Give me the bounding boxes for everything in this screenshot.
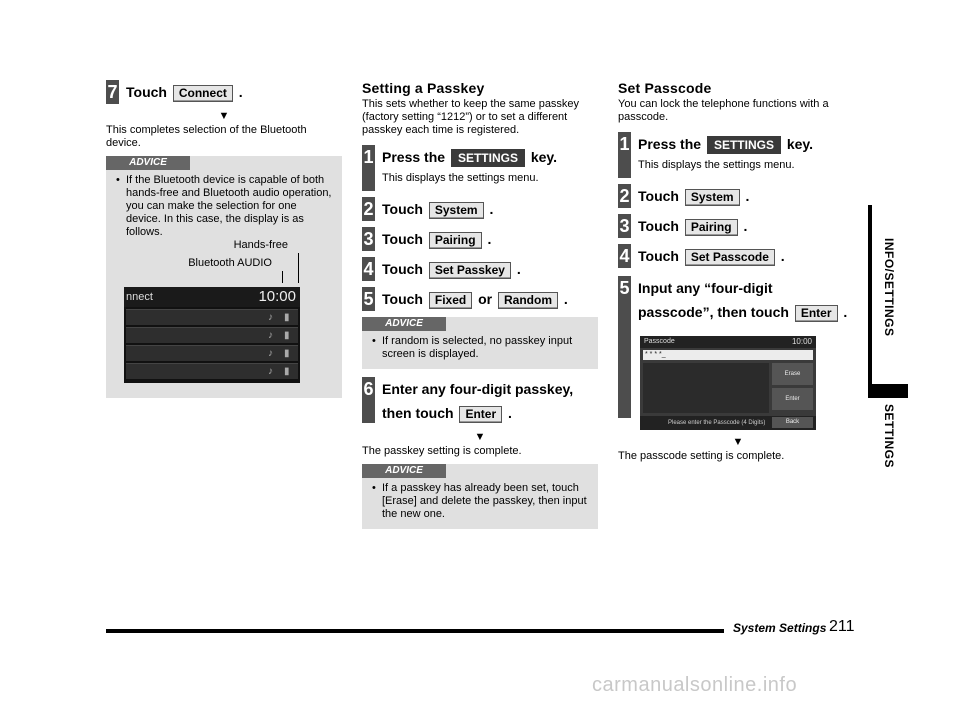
column-3 [618,80,858,463]
step-body [638,132,813,172]
side-tab-label: INFO/SETTINGS [882,238,896,337]
footer-rule [106,629,724,633]
advice-list [372,482,588,521]
step-post: . [843,304,848,320]
step-text-line2 [638,300,847,324]
screen-clock: 10:00 [791,337,812,346]
fixed-key: Fixed [429,292,472,309]
device-row [126,345,298,361]
footer-title: System Settings [733,621,827,635]
section-intro: This sets whether to keep the same passkey (factory setting “1212”) or to set a different passkey each time is registered. [362,98,580,136]
connect-key: Connect [173,85,233,102]
random-key: Random [498,292,558,309]
step-text [382,145,557,169]
step-post: . [563,291,568,307]
section-intro: You can lock the telephone functions with a passcode. [618,98,829,123]
advice-tag: ADVICE [362,317,446,331]
column-1 [106,80,342,398]
phone-icon: ▮ [284,366,290,377]
enter-button: Enter [772,388,813,410]
screen-prompt: Please enter the Passcode (4 Digits) [640,416,816,430]
result-text: The passcode setting is complete. [618,450,785,462]
step-pre: Touch [638,218,679,234]
step-body [638,276,847,324]
advice-list [372,335,588,361]
step-text [638,132,813,156]
step-post: . [238,84,243,100]
device-screen [124,287,300,383]
step-number: 7 [107,82,118,102]
side-tab-info-settings [868,208,908,386]
step-post: . [487,231,492,247]
step-text [638,184,749,208]
music-note-icon: ♪ [268,312,273,323]
advice-tag: ADVICE [362,464,446,478]
step-number: 2 [619,186,630,206]
step-3 [362,227,598,251]
back-button: Back [772,417,813,428]
advice-item: • If the Bluetooth device is capable of both hands-free and Bluetooth audio operation, you can make the selection for one device. In this case, the display is as follows. [116,174,332,239]
step-pre: Touch [382,201,423,217]
step-number: 3 [363,229,374,249]
step-post: . [745,188,750,204]
step-post: key. [786,136,814,152]
step-text [638,244,785,268]
screen-top-bar [640,336,816,348]
advice-list [116,174,332,239]
settings-key: SETTINGS [451,149,525,167]
phone-icon: ▮ [284,348,290,359]
step-text-line1: Input any “four-digit [638,280,773,296]
step-text-line2 [382,401,573,425]
step-4 [362,257,598,281]
page-number: 211 [829,618,855,635]
enter-key: Enter [459,406,502,423]
step-number: 5 [363,289,374,309]
step-3 [618,214,858,238]
step-text [382,287,568,311]
section-title: Set Passcode [618,80,712,96]
step-post: . [508,405,512,421]
screen-title: Passcode [644,338,675,345]
erase-button: Erase [772,363,813,385]
step-pre: Touch [382,231,423,247]
device-row [126,309,298,325]
music-note-icon: ♪ [268,330,273,341]
watermark: carmanualsonline.info [592,674,798,696]
step-pre: Touch [382,261,423,277]
step-mid: or [478,291,493,307]
set-passcode-key: Set Passcode [685,249,775,266]
advice-box [106,156,342,398]
step-number: 4 [619,246,630,266]
step-1 [618,132,858,178]
down-arrow-icon: ▼ [474,431,486,443]
system-key: System [429,202,484,219]
bluetooth-audio-label: Bluetooth AUDIO [188,257,272,269]
set-passkey-key: Set Passkey [429,262,511,279]
step-5 [362,287,598,311]
advice-box [362,317,598,369]
step-1 [362,145,598,191]
pairing-key: Pairing [685,219,738,236]
screen-labels [116,239,332,283]
step-number: 4 [363,259,374,279]
step-number: 2 [363,199,374,219]
device-row [126,327,298,343]
step-pre: Touch [638,188,679,204]
step-pre: Touch [126,84,167,100]
advice-tag: ADVICE [106,156,190,170]
passcode-screen [640,336,816,430]
side-tab-label: SETTINGS [882,404,896,469]
step-pre: then touch [382,405,454,421]
step-text [382,227,491,251]
step-note: This displays the settings menu. [382,172,539,184]
side-tab-settings [868,386,908,486]
step-number: 1 [362,145,375,191]
step-text [382,257,521,281]
step-post: . [743,218,748,234]
step-text-line1: Enter any four-digit passkey, [382,381,574,397]
system-key: System [685,189,740,206]
settings-key: SETTINGS [707,136,781,154]
leader-line [298,253,299,283]
step-pre: passcode”, then touch [638,304,789,320]
step-body [382,145,557,185]
down-arrow-icon: ▼ [218,110,230,122]
passcode-field: * * * *_ [643,350,813,360]
step-note: This displays the settings menu. [638,159,795,171]
result-text: This completes selection of the Bluetooth device. [106,124,307,149]
result-text: The passkey setting is complete. [362,445,522,457]
advice-box [362,464,598,529]
screen-bar [124,287,300,307]
step-post: . [780,248,785,264]
screen-bar-text: nnect [126,291,153,303]
step-pre: Press the [638,136,702,152]
step-text [126,80,243,104]
step-4 [618,244,858,268]
step-body [382,377,573,425]
step-number: 1 [618,132,631,178]
column-2 [362,80,598,529]
down-arrow-icon: ▼ [732,436,744,448]
step-pre: Press the [382,149,446,165]
screen-clock: 10:00 [258,288,296,305]
hands-free-label: Hands-free [233,239,288,251]
leader-line [282,271,283,283]
step-2 [362,197,598,221]
phone-icon: ▮ [284,330,290,341]
step-7 [106,80,342,104]
number-pad [643,363,769,413]
advice-item: • If a passkey has already been set, touch [Erase] and delete the passkey, then input the new one. [372,482,588,521]
pairing-key: Pairing [429,232,482,249]
step-post: . [516,261,521,277]
step-pre: Touch [382,291,423,307]
music-note-icon: ♪ [268,348,273,359]
step-text [382,197,493,221]
enter-key: Enter [795,305,838,322]
step-post: key. [530,149,558,165]
step-pre: Touch [638,248,679,264]
step-number: 6 [362,377,375,423]
step-2 [618,184,858,208]
step-number: 3 [619,216,630,236]
advice-item: • If random is selected, no passkey input screen is displayed. [372,335,588,361]
step-post: . [489,201,494,217]
phone-icon: ▮ [284,312,290,323]
step-6 [362,377,598,425]
music-note-icon: ♪ [268,366,273,377]
section-title: Setting a Passkey [362,80,485,96]
step-number: 5 [618,276,631,418]
device-row [126,363,298,379]
step-text [638,214,747,238]
